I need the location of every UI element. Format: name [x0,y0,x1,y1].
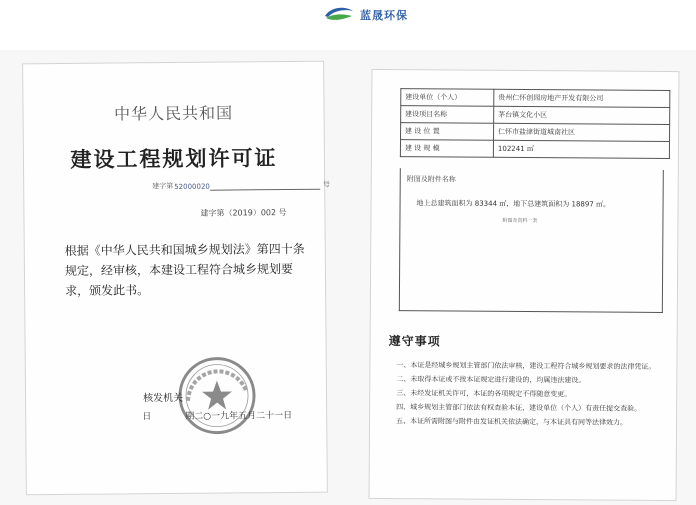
header [0,0,696,28]
list-item: 二、未取得本证或不按本证规定进行建设的，均属违法建设。 [396,375,586,385]
list-item: 四、城乡规划主管部门依法有权查验本证，建设单位（个人）有责任提交查验。 [396,403,642,413]
table-value: 贵州仁怀创园房地产开发有限公司 [494,89,670,107]
permit-title: 建设工程规划许可证 [70,146,278,172]
number-suffix: 号 [322,180,330,189]
title-top: 中华人民共和国 [113,103,234,124]
permit-detail-page [369,69,680,501]
table-label: 建 设 位 置 [401,123,494,141]
issuer-label: 核发机关 [143,392,184,405]
table-row [401,106,670,125]
table-label: 建 设 规 模 [400,140,493,158]
table-label: 建设单位（个人） [401,89,494,107]
table-value: 茅台镇文化小区 [494,106,670,124]
permit-number-2: 建字第（2019）002 号 [200,208,287,218]
project-info-table [400,88,670,159]
table-value: 102241 ㎡ [493,140,669,158]
table-label: 建设项目名称 [401,106,494,124]
table-row [401,123,670,142]
official-seal-icon [176,354,259,437]
list-item: 五、本证所需附图与附件由发证机关依法确定，与本证具有同等法律效力。 [396,417,628,427]
number-value: 52000020 [174,182,210,192]
attachment-note: 附图及资料一套 [502,217,538,225]
notice-list [396,360,664,432]
permit-body-text: 根据《中华人民共和国城乡规划法》第四十条规定，经审核，本建设工程符合城乡规划要求，颁发此书。 [64,241,305,298]
date-label: 日 [142,412,152,423]
number-underline [210,181,320,191]
list-item: 三、未经发证机关许可，本证的各项规定不得随意变更。 [396,389,572,399]
table-row [401,89,670,108]
table-row [400,140,669,159]
number-prefix: 建字第 [152,182,174,191]
attachment-label: 附图及附件名称 [406,175,456,184]
permit-number [152,180,330,192]
list-item: 一、本证是经城乡规划主管部门依法审核，建设工程符合城乡规划要求的法律凭证。 [396,361,656,371]
notice-title: 遵守事项 [388,334,441,349]
brand-name: 蓝晟环保 [360,9,408,22]
date-value: 期二○一九年五月二十一日 [185,410,293,422]
attachment-box [399,168,664,313]
table-value: 仁怀市盐津街道城南社区 [494,123,670,141]
attachment-content: 地上总建筑面积为 83344 ㎡，地下总建筑面积为 18897 ㎡。 [416,199,611,209]
issue-date [142,408,292,422]
company-logo-icon [322,5,356,23]
permit-cover-page [22,61,328,496]
